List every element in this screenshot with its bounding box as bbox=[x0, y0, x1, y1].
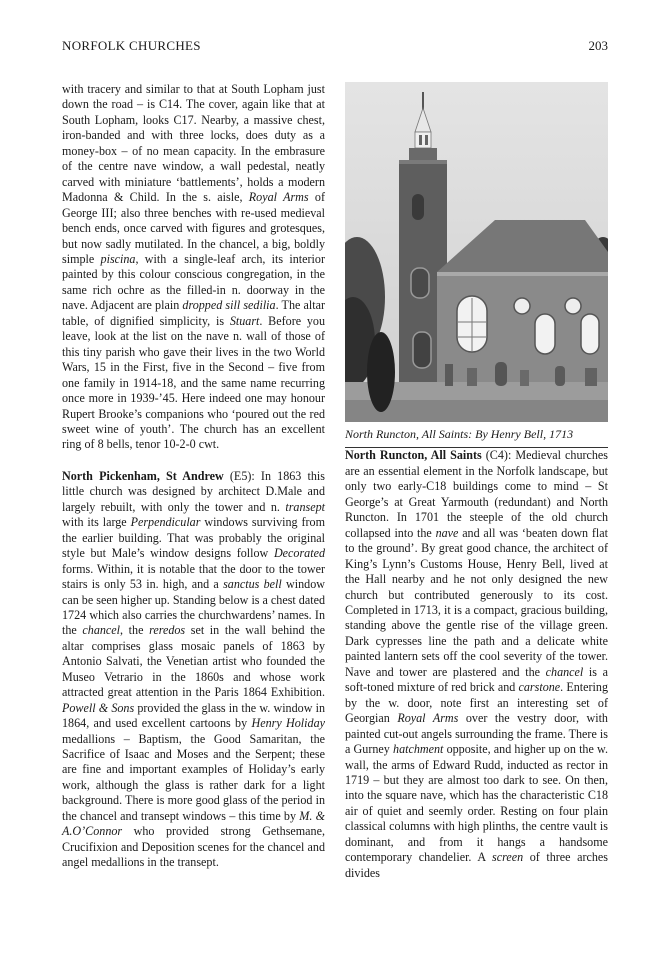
italic-term: Royal Arms bbox=[397, 711, 459, 726]
text-run: with its large bbox=[62, 515, 131, 530]
italic-term: Powell & Sons bbox=[62, 700, 135, 715]
photo-caption: North Runcton, All Saints: By Henry Bell, 1713 bbox=[345, 427, 608, 448]
italic-term: sanctus bell bbox=[223, 577, 282, 592]
text-run: medallions – Baptism, the Good Samaritan, the Sacrifice of Isaac and Moses and the Serpent; these are fine and important examples of Holiday’s early work, although the glass is rather dark for a light background. There is more good glass of the period in the chancel and transept windows – this time by bbox=[62, 731, 325, 823]
entry-heading: North Pickenham, St Andrew bbox=[62, 468, 224, 483]
page-number: 203 bbox=[588, 38, 608, 53]
text-run: . The altar table, of dignified simplicity, is bbox=[62, 298, 325, 328]
italic-term: hatchment bbox=[393, 742, 444, 757]
text-run: , the bbox=[120, 623, 150, 638]
paragraph-north-runcton bbox=[345, 448, 608, 881]
italic-term: nave bbox=[435, 525, 459, 540]
italic-term: screen bbox=[492, 850, 524, 865]
italic-term: Stuart bbox=[229, 313, 260, 328]
entry-heading: North Runcton, All Saints bbox=[345, 448, 482, 463]
text-run: and all was ‘beaten down flat to the ground’. By great good chance, the architect of King’s Lynn’s Customs House, Henry Bell, lived at the Hall nearby and he not only designed the new church but contributed generously to its cost. Completed in 1713, it is a compact, gracious building, standing above the gentle rise of the village green. Dark cypresses line the path and a delicate white painted lantern sets off the cool severity of the tower. Nave and tower are plastered and the bbox=[345, 525, 608, 679]
text-run: . Before you leave, look at the list on the nave n. wall of those of this tiny parish who gave their lives in the two World Wars, 15 in the First, five in the Second – five from one family in 1914-18, and the same name recurring once more in 1939-’45. Here indeed one may honour Rupert Brooke’s companions who ‘poured out the red sweet wine of youth’. The church has an excellent ring of 8 bells, tenor 10-2-0 cwt. bbox=[62, 313, 326, 452]
left-column bbox=[62, 82, 325, 871]
text-run: window can be seen higher up. Standing below is a chest dated 1724 which also carries the churchwardens’ names. In the bbox=[62, 577, 325, 638]
text-run: (E5): In 1863 this little church was designed by architect D.Male and largely rebuilt, with only the tower and n. bbox=[62, 468, 325, 514]
text-run: forms. Within, it is notable that the door to the tower stairs is only 53 in. high, and a bbox=[62, 561, 325, 592]
church-photo-image bbox=[345, 82, 608, 422]
text-run: , with a single-leaf arch, its interior painted by this colour conscious congregation, in the same rich ochre as the filled-in n. doorway in the nave. Adjacent are plain bbox=[62, 251, 325, 313]
italic-term: Henry Holiday bbox=[251, 716, 325, 731]
italic-term: reredos bbox=[149, 623, 186, 638]
italic-term: chancel bbox=[82, 623, 121, 638]
running-head: NORFOLK CHURCHES bbox=[62, 38, 201, 53]
paragraph-south-lopham-continued bbox=[62, 82, 325, 453]
right-column bbox=[345, 82, 608, 881]
text-run: who provided strong Gethsemane, Crucifixion and Deposition scenes for the chancel and angel medallions in the transept. bbox=[62, 824, 325, 870]
paragraph-north-pickenham bbox=[62, 469, 325, 871]
italic-term: Decorated bbox=[273, 546, 325, 561]
text-run: . Entering by the w. door, note first an interesting set of Georgian bbox=[345, 680, 608, 726]
page-header bbox=[62, 38, 608, 58]
italic-term: carstone bbox=[518, 680, 561, 695]
italic-term: M. & A.O’Connor bbox=[62, 808, 325, 839]
italic-term: Royal Arms bbox=[248, 190, 309, 205]
text-run: of three arches divides bbox=[345, 850, 609, 880]
text-run: over the vestry door, with painted cut-out angels surrounding the frame. There is a Gurney bbox=[345, 711, 608, 757]
text-run: opposite, and higher up on the w. wall, the arms of Edward Rudd, inducted as rector in 1719 – but they are almost too dark to see. On then, into the square nave, which has the characteristic C18 air of quiet and seemly order. Resting on four plain classical columns with high plinths, the centre vault is dominant, and from it hangs a handsome contemporary chandelier. A bbox=[345, 742, 608, 865]
text-run: of George III; also three benches with re-used medieval bench ends, once carved with figures and grotesques, but now sadly mutilated. In the chancel, a big, boldly simple bbox=[62, 190, 325, 266]
italic-term: dropped sill sedilia bbox=[182, 298, 276, 313]
text-run: provided the glass in the w. window in 1864, and used excellent cartoons by bbox=[62, 700, 326, 731]
italic-term: piscina bbox=[100, 251, 136, 266]
text-run: is a soft-toned mixture of red brick and bbox=[345, 664, 609, 695]
italic-term: chancel bbox=[545, 664, 584, 679]
church-photo bbox=[345, 82, 608, 422]
text-run: (C4): Medieval churches are an essential element in the Norfolk landscape, but only two early-C18 buildings come to mind – St George’s at Great Yarmouth (redundant) and North Runcton. In 1701 the steeple of the old church collapsed into the bbox=[345, 448, 609, 540]
text-run: set in the wall behind the altar comprises glass mosaic panels of 1863 by Antonio Salvati, the Venetian artist who founded the Museo Vetrario in the 1860s and whose work attracted great attention in the Paris 1864 Exhibition. bbox=[62, 623, 325, 700]
italic-term: Perpendicular bbox=[130, 515, 201, 530]
italic-term: transept bbox=[285, 499, 325, 514]
text-run: windows surviving from the earlier building. That was probably the original style but Male’s window designs follow bbox=[62, 515, 325, 561]
text-run: with tracery and similar to that at South Lopham just down the road – is C14. The cover, again like that at South Lopham, looks C17. Nearby, a massive chest, iron-banded and with three locks, does duty as a money-box – of no mean capacity. In the embrasure of the centre nave window, a wall pedestal, neatly carved with miniature ‘battlements’, holds a modern Madonna & Child. In the s. aisle, bbox=[62, 82, 325, 205]
